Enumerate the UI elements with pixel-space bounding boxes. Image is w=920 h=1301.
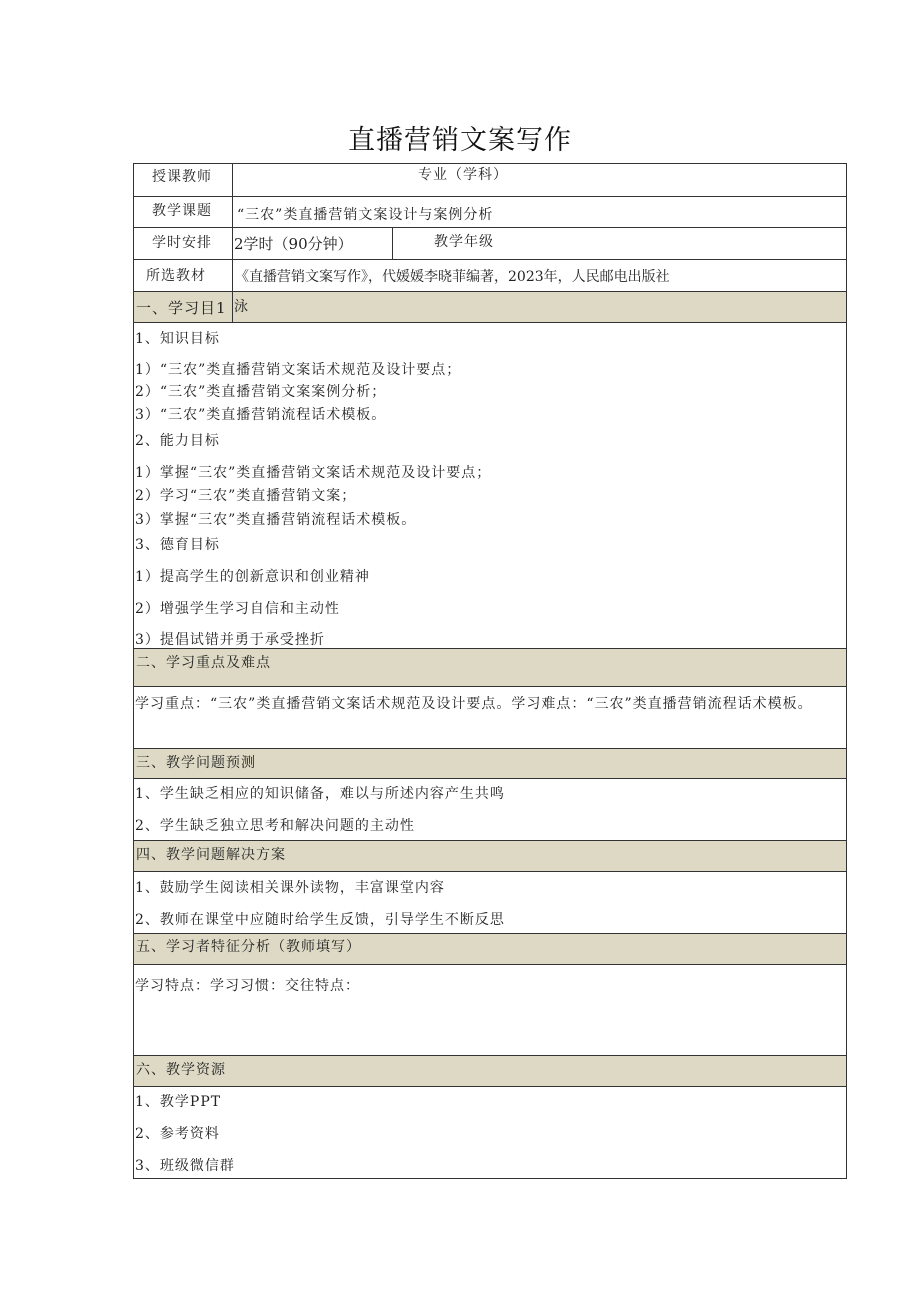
lesson-plan-table <box>133 163 847 1179</box>
grade-cell <box>392 228 846 259</box>
list-item: 2、能力目标 <box>135 433 220 449</box>
topic-value-cell <box>232 197 846 227</box>
list-item: 2、教师在课堂中应随时给学生反馈，引导学生不断反思 <box>135 912 505 928</box>
section-5-body <box>134 964 846 1055</box>
section-2-body <box>134 686 846 748</box>
list-item: 1、鼓励学生阅读相关课外读物，丰富课堂内容 <box>135 880 445 896</box>
section-2-header <box>134 648 846 686</box>
list-item: 1）“三农”类直播营销文案话术规范及设计要点； <box>135 362 462 378</box>
list-item: 3）“三农”类直播营销流程话术模板。 <box>135 407 387 423</box>
list-item: 3、班级微信群 <box>135 1158 235 1174</box>
teacher-label-cell <box>134 164 232 196</box>
section-6-title: 六、教学资源 <box>136 1062 226 1078</box>
hours-label: 学时安排 <box>152 235 212 251</box>
section-5-title: 五、学习者特征分析（教师填写） <box>136 939 361 955</box>
section-1-header-cell <box>134 292 232 322</box>
list-item: 2、参考资料 <box>135 1126 220 1142</box>
key-points-text: 学习重点：“三农”类直播营销文案话术规范及设计要点。学习难点：“三农”类直播营销流程话术模板。 <box>135 696 813 712</box>
hours-label-cell <box>134 228 232 259</box>
list-item: 1、知识目标 <box>135 331 220 347</box>
section-3-body <box>134 778 846 840</box>
list-item: 1）掌握“三农”类直播营销文案话术规范及设计要点； <box>135 465 492 481</box>
section-6-body <box>134 1086 846 1179</box>
document-title: 直播营销文案写作 <box>348 125 572 156</box>
topic-value: “三农”类直播营销文案设计与案例分析 <box>237 207 494 223</box>
section-1-header-extra-cell <box>232 292 846 322</box>
list-item: 2）“三农”类直播营销文案案例分析； <box>135 384 387 400</box>
topic-label-cell <box>134 197 232 227</box>
section-6-header <box>134 1055 846 1086</box>
section-4-header <box>134 840 846 871</box>
list-item: 3）提倡试错并勇于承受挫折 <box>135 632 325 648</box>
grade-label: 教学年级 <box>434 234 494 250</box>
list-item: 2）学习“三农”类直播营销文案； <box>135 488 357 504</box>
textbook-label: 所选教材 <box>146 268 206 284</box>
section-1-header-extra: 泳 <box>234 299 249 315</box>
section-4-title: 四、教学问题解决方案 <box>136 847 286 863</box>
list-item: 1、学生缺乏相应的知识储备，难以与所述内容产生共鸣 <box>135 786 505 802</box>
textbook-value-cell <box>232 260 846 291</box>
row-teacher <box>134 164 846 196</box>
hours-value-cell <box>232 228 392 259</box>
learner-traits-text: 学习特点：学习习惯：交往特点： <box>135 978 360 994</box>
major-label: 专业（学科） <box>418 167 508 183</box>
list-item: 3、德育目标 <box>135 537 220 553</box>
section-2-title: 二、学习重点及难点 <box>136 655 271 671</box>
section-3-title: 三、教学问题预测 <box>136 755 256 771</box>
textbook-value: 《直播营销文案写作》，代媛媛李晓菲编著，2023年，人民邮电出版社 <box>235 269 670 285</box>
row-hours <box>134 227 846 259</box>
row-textbook <box>134 259 846 291</box>
row-topic <box>134 196 846 227</box>
section-1-body <box>134 322 846 648</box>
list-item: 1、教学PPT <box>135 1094 222 1110</box>
list-item: 3）掌握“三农”类直播营销流程话术模板。 <box>135 512 417 528</box>
teacher-label: 授课教师 <box>152 169 212 185</box>
teacher-value-cell <box>232 164 846 196</box>
section-3-header <box>134 748 846 778</box>
section-1-title: 一、学习目1 <box>136 299 227 317</box>
section-1-header <box>134 291 846 322</box>
section-4-body <box>134 871 846 933</box>
list-item: 1）提高学生的创新意识和创业精神 <box>135 569 370 585</box>
list-item: 2）增强学生学习自信和主动性 <box>135 601 340 617</box>
list-item: 2、学生缺乏独立思考和解决问题的主动性 <box>135 818 415 834</box>
section-5-header <box>134 933 846 964</box>
topic-label: 教学课题 <box>152 203 212 219</box>
hours-value: 2学时（90分钟） <box>234 235 353 253</box>
textbook-label-cell <box>134 260 232 291</box>
